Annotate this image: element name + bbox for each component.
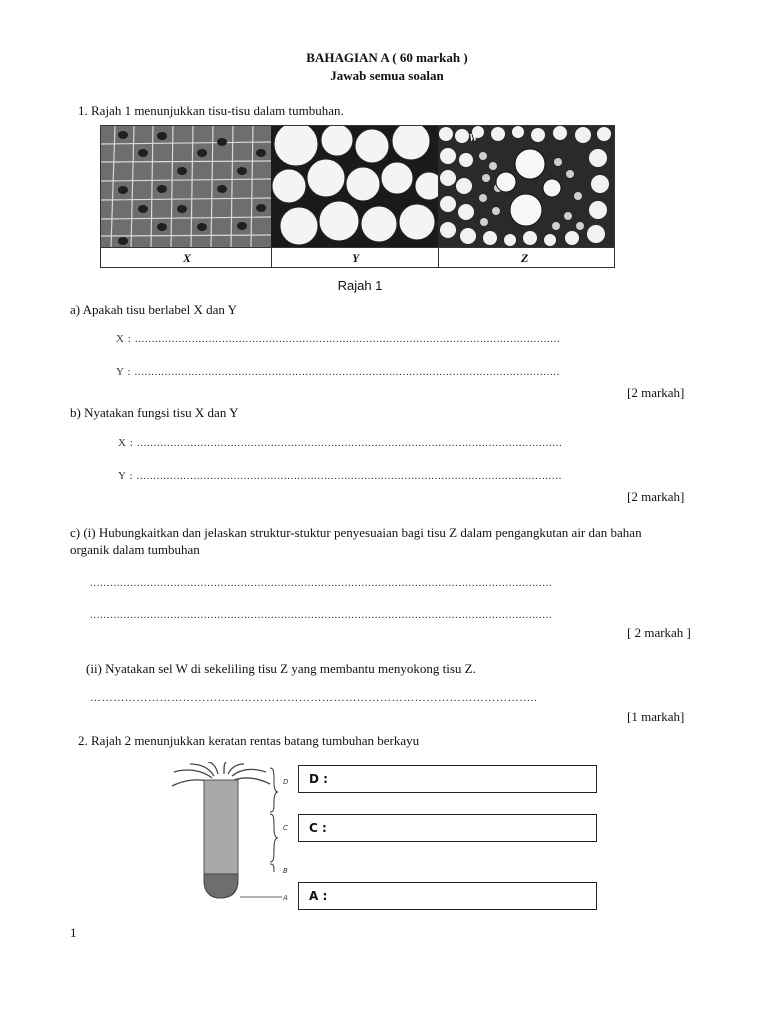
section-subtitle: Jawab semua soalan	[330, 68, 444, 83]
figure-1	[100, 125, 615, 268]
answer-box-d[interactable]: D :	[298, 765, 597, 793]
answer-box-c[interactable]: C :	[298, 814, 597, 842]
tissue-x-image	[101, 126, 272, 247]
q1-stem: 1. Rajah 1 menunjukkan tisu-tisu dalam tumbuhan.	[78, 103, 344, 118]
q1c1-text-line1: c) (i) Hubungkaitkan dan jelaskan struktur-stuktur penyesuaian bagi tisu Z dalam pengangkutan air dan bahan	[70, 525, 642, 540]
q1c1-answer-line1[interactable]: ..........................................................................................................................................	[90, 577, 553, 589]
q1b-answer-y[interactable]: Y : ...............................................................................................................................	[118, 470, 562, 482]
diagram-label-a: A	[283, 894, 288, 902]
q1b-text: b) Nyatakan fungsi tisu X dan Y	[70, 405, 239, 420]
q1c1-marks: [ 2 markah ]	[627, 625, 691, 640]
diagram-label-c: C	[283, 824, 288, 832]
q1c2-text: (ii) Nyatakan sel W di sekeliling tisu Z yang membantu menyokong tisu Z.	[86, 661, 476, 676]
q1a-marks: [2 markah]	[627, 385, 685, 400]
label-z: Z	[521, 251, 529, 265]
q1c1-text-line2: organik dalam tumbuhan	[70, 542, 200, 557]
q1b-marks: [2 markah]	[627, 489, 685, 504]
page-number: 1	[70, 925, 77, 940]
q1b-answer-x[interactable]: X : ...............................................................................................................................	[118, 437, 563, 449]
answer-box-a[interactable]: A :	[298, 882, 597, 910]
q1a-answer-x[interactable]: X : ...............................................................................................................................	[116, 333, 561, 345]
w-label: W	[469, 133, 478, 144]
section-title: BAHAGIAN A ( 60 markah )	[306, 50, 468, 65]
tissue-z-image	[438, 126, 614, 247]
label-x: X	[183, 251, 192, 265]
figure-1-caption: Rajah 1	[337, 278, 383, 293]
q1c1-answer-line2[interactable]: ..........................................................................................................................................	[90, 609, 553, 621]
tissue-y-image	[271, 126, 439, 247]
q2-stem: 2. Rajah 2 menunjukkan keratan rentas batang tumbuhan berkayu	[78, 733, 420, 748]
q1a-answer-y[interactable]: Y : ...............................................................................................................................	[116, 366, 560, 378]
q1c2-answer-line[interactable]: ……………………………………………………………………………………………………..	[90, 692, 538, 704]
q1a-text: a) Apakah tisu berlabel X dan Y	[70, 302, 238, 317]
diagram-label-d: D	[283, 778, 289, 786]
q1c2-marks: [1 markah]	[627, 709, 685, 724]
figure-1-label-row	[101, 247, 614, 268]
diagram-label-b: B	[283, 867, 288, 875]
label-y: Y	[352, 251, 360, 265]
root-tip-diagram	[162, 762, 294, 906]
